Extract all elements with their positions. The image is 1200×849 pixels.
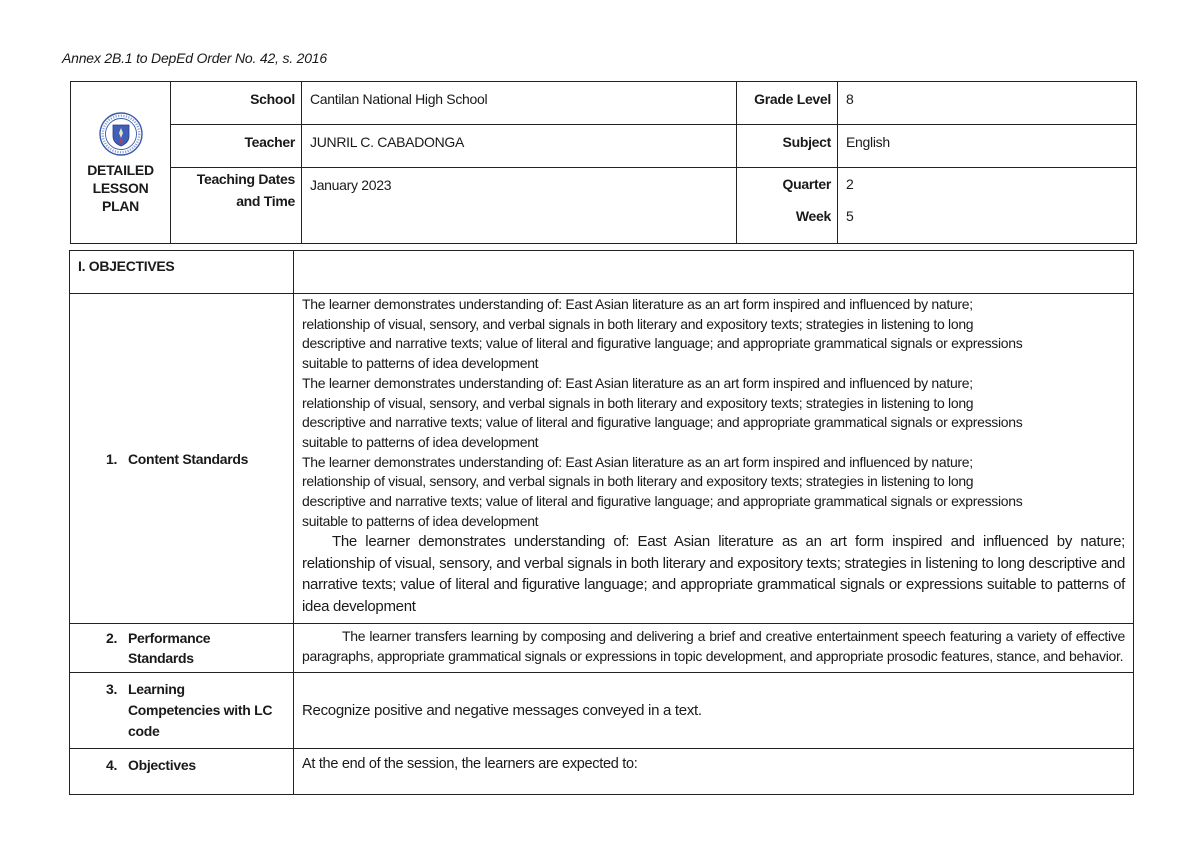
learning-competencies-label: 3. Learning Competencies with LC code bbox=[70, 673, 294, 749]
objectives-item-label: 4. Objectives bbox=[70, 749, 294, 795]
objectives-table bbox=[69, 250, 1134, 795]
performance-standards-text: The learner transfers learning by composing and delivering a brief and creative entertainment speech featuring a variety of effective paragraphs, appropriate grammatical signals or expressions in topic development, and appropriate prosodic features, stance, and behavior. bbox=[294, 624, 1134, 673]
objectives-item-text: At the end of the session, the learners are expected to: bbox=[294, 749, 1134, 795]
lesson-header-table bbox=[70, 81, 1137, 244]
quarter-week-labels bbox=[737, 168, 838, 244]
teaching-dates-value: January 2023 bbox=[302, 168, 737, 244]
teacher-value: JUNRIL C. CABADONGA bbox=[302, 125, 737, 168]
content-standards-text bbox=[294, 294, 1134, 624]
week-label: Week bbox=[795, 208, 831, 224]
subject-value: English bbox=[838, 125, 1137, 168]
learning-competencies-text: Recognize positive and negative messages conveyed in a text. bbox=[294, 673, 1134, 749]
document-title: DETAILED LESSON PLAN bbox=[87, 161, 154, 214]
quarter-value: 2 bbox=[846, 176, 854, 192]
annex-reference: Annex 2B.1 to DepEd Order No. 42, s. 2016 bbox=[62, 50, 327, 66]
teacher-label: Teacher bbox=[171, 125, 302, 168]
quarter-label: Quarter bbox=[782, 176, 831, 192]
performance-standards-label: 2. Performance Standards bbox=[70, 624, 294, 673]
grade-level-value: 8 bbox=[838, 82, 1137, 125]
content-standards-repeat-2: The learner demonstrates understanding of: East Asian literature as an art form inspired and influenced by nature; relationship of visual, sensory, and verbal signals in both literary and expository texts; strategies in listening to long descriptive and narrative texts; value of literal and figurative language; and appropriate grammatical signals or expressions suitable to patterns of idea development bbox=[302, 374, 1023, 450]
content-standards-label: 1. Content Standards bbox=[70, 294, 294, 624]
week-value: 5 bbox=[846, 208, 854, 224]
content-standards-repeat-1: The learner demonstrates understanding of: East Asian literature as an art form inspired and influenced by nature; relationship of visual, sensory, and verbal signals in both literary and expository texts; strategies in listening to long descriptive and narrative texts; value of literal and figurative language; and appropriate grammatical signals or expressions suitable to patterns of idea development bbox=[302, 296, 1023, 372]
teaching-dates-label: Teaching Dates and Time bbox=[171, 168, 302, 244]
school-value: Cantilan National High School bbox=[302, 82, 737, 125]
title-cell bbox=[71, 82, 171, 244]
content-standards-repeat-3: The learner demonstrates understanding of: East Asian literature as an art form inspired and influenced by nature; relationship of visual, sensory, and verbal signals in both literary and expository texts; strategies in listening to long descriptive and narrative texts; value of literal and figurative language; and appropriate grammatical signals or expressions suitable to patterns of idea development bbox=[302, 453, 1023, 529]
objectives-heading-blank bbox=[294, 251, 1134, 294]
objectives-section-heading: I. OBJECTIVES bbox=[70, 251, 294, 294]
school-label: School bbox=[171, 82, 302, 125]
quarter-week-values bbox=[838, 168, 1137, 244]
content-standards-paragraph: The learner demonstrates understanding of: East Asian literature as an art form inspired and influenced by nature; relationship of visual, sensory, and verbal signals in both literary and expository texts; strategies in listening to long descriptive and narrative texts; value of literal and figurative language; and appropriate grammatical signals or expressions suitable to patterns of idea development bbox=[302, 533, 1125, 615]
subject-label: Subject bbox=[737, 125, 838, 168]
grade-level-label: Grade Level bbox=[737, 82, 838, 125]
deped-seal-icon bbox=[98, 111, 144, 157]
